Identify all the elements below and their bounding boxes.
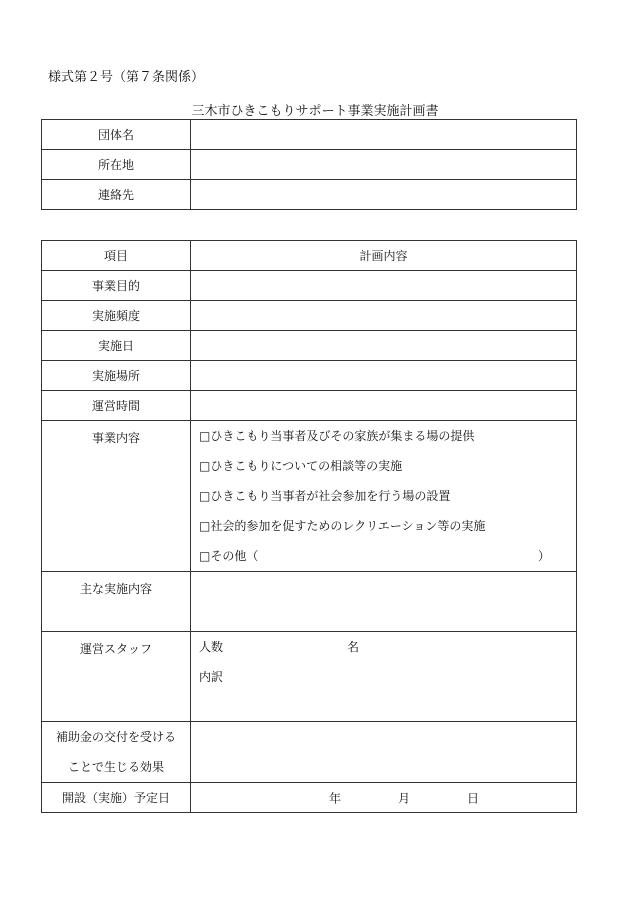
- organization-table: [41, 119, 577, 210]
- date-year: 年: [329, 791, 342, 805]
- staff-count-unit: 名: [347, 640, 360, 654]
- purpose-field[interactable]: [191, 271, 577, 301]
- date-label: 実施日: [42, 331, 191, 361]
- staff-label: 運営スタッフ: [79, 642, 152, 656]
- header-item: 項目: [42, 241, 191, 271]
- staff-breakdown-label: 内訳: [199, 670, 224, 684]
- other-close-paren: ）: [537, 549, 550, 563]
- other-open-label: □その他（: [199, 549, 259, 563]
- date-month: 月: [398, 791, 411, 805]
- hours-field[interactable]: [191, 391, 577, 421]
- open-date-label: 開設（実施）予定日: [42, 783, 191, 813]
- open-date-field[interactable]: [191, 783, 577, 813]
- content-option[interactable]: □ひきこもりについての相談等の実施: [199, 459, 403, 473]
- main-content-field[interactable]: [191, 572, 577, 632]
- table-row: [42, 783, 577, 813]
- content-option[interactable]: □社会的参加を促すためのレクリエーション等の実施: [199, 519, 486, 533]
- document-title: 三木市ひきこもりサポート事業実施計画書: [191, 104, 439, 119]
- org-name-label: 団体名: [42, 120, 191, 150]
- frequency-label: 実施頻度: [42, 301, 191, 331]
- header-content: 計画内容: [191, 241, 577, 271]
- staff-label-cell: [42, 632, 191, 722]
- effect-label-line2: ことで生じる効果: [67, 760, 164, 774]
- table-row: [42, 421, 577, 572]
- org-contact-label: 連絡先: [42, 180, 191, 210]
- effect-field[interactable]: [191, 722, 577, 783]
- table-row: [42, 180, 577, 210]
- staff-count-row: [191, 632, 576, 662]
- table-row: [42, 632, 577, 722]
- effect-label-cell: [42, 722, 191, 783]
- purpose-label: 事業目的: [42, 271, 191, 301]
- main-content-label: 主な実施内容: [79, 582, 152, 596]
- table-header-row: [42, 241, 577, 271]
- org-contact-field[interactable]: [191, 180, 577, 210]
- table-row: [42, 572, 577, 632]
- location-label: 実施場所: [42, 361, 191, 391]
- org-address-label: 所在地: [42, 150, 191, 180]
- content-label: 事業内容: [91, 431, 140, 445]
- content-label-cell: [42, 421, 191, 572]
- table-row: [42, 391, 577, 421]
- org-name-field[interactable]: [191, 120, 577, 150]
- table-row: [42, 331, 577, 361]
- content-option-other[interactable]: [191, 541, 576, 571]
- table-row: [42, 120, 577, 150]
- table-row: [42, 271, 577, 301]
- table-row: [42, 722, 577, 783]
- date-field[interactable]: [191, 331, 577, 361]
- content-option[interactable]: □ひきこもり当事者及びその家族が集まる場の提供: [199, 429, 475, 443]
- table-row: [42, 301, 577, 331]
- hours-label: 運営時間: [42, 391, 191, 421]
- table-row: [42, 150, 577, 180]
- form-number: 様式第２号（第７条関係）: [48, 70, 205, 85]
- date-day: 日: [467, 791, 480, 805]
- effect-label-line1: 補助金の交付を受ける: [55, 730, 176, 744]
- org-address-field[interactable]: [191, 150, 577, 180]
- staff-field[interactable]: [191, 632, 577, 722]
- content-options-cell: [191, 421, 577, 572]
- plan-table: [41, 240, 577, 813]
- location-field[interactable]: [191, 361, 577, 391]
- main-content-label-cell: [42, 572, 191, 632]
- staff-count-label: 人数: [199, 640, 224, 654]
- frequency-field[interactable]: [191, 301, 577, 331]
- table-row: [42, 361, 577, 391]
- content-option[interactable]: □ひきこもり当事者が社会参加を行う場の設置: [199, 489, 451, 503]
